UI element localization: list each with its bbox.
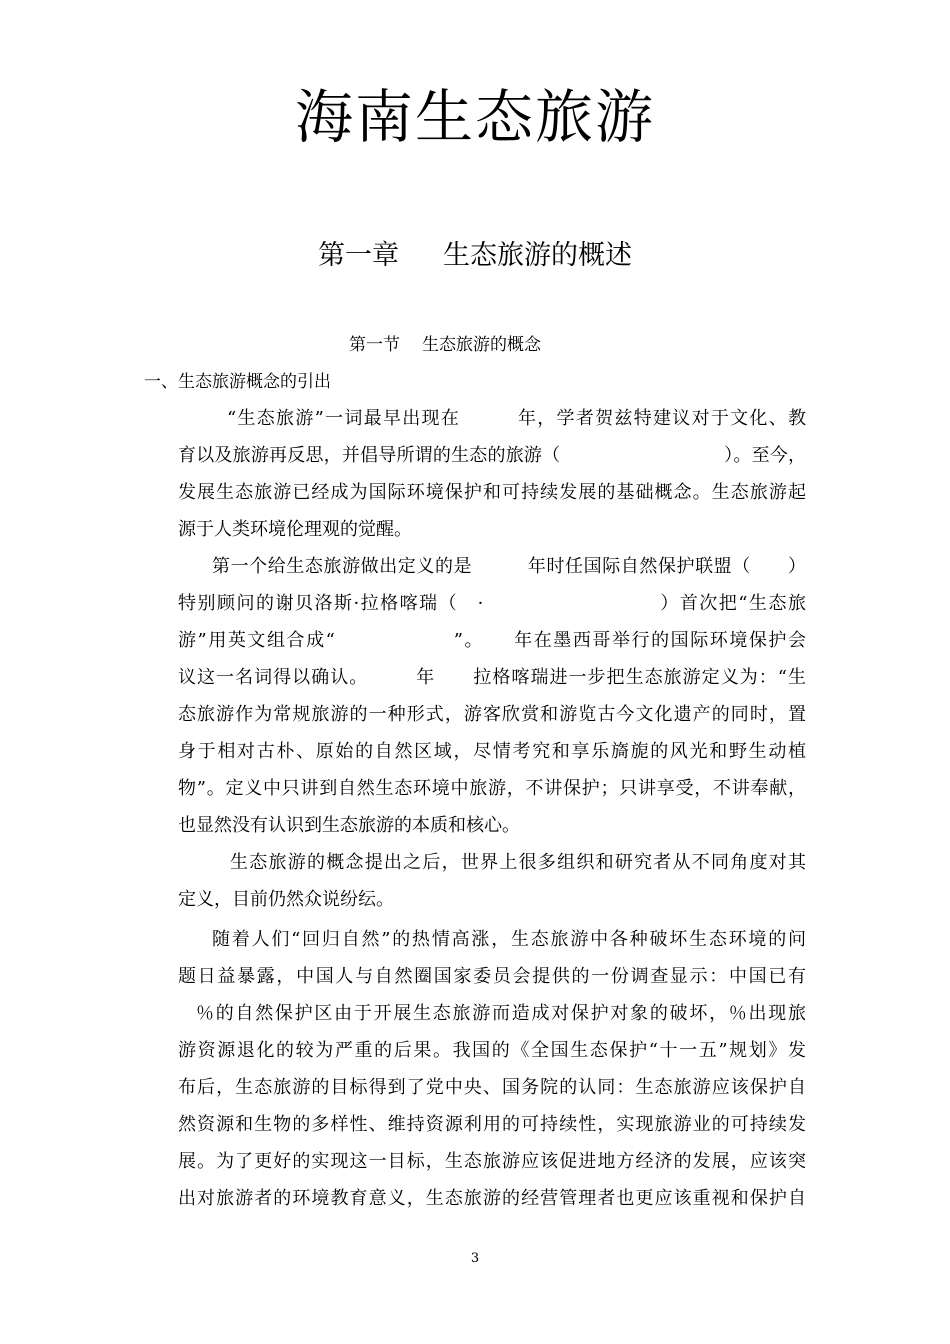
text-line: 然资源和生物的多样性、维持资源利用的可持续性，实现旅游业的可持续发 — [178, 1114, 806, 1135]
text-line: 出对旅游者的环境教育意义，生态旅游的经营管理者也更应该重视和保护自 — [178, 1188, 806, 1209]
chapter-heading — [0, 236, 950, 276]
text-line: 育以及旅游再反思，并倡导所谓的生态的旅游（ ）。至今， — [178, 445, 806, 466]
text-line: 展。为了更好的实现这一目标，生态旅游应该促进地方经济的发展，应该突 — [178, 1151, 806, 1172]
text-line: 布后，生态旅游的目标得到了党中央、国务院的认同：生态旅游应该保护自 — [178, 1077, 806, 1098]
text-line: 游资源退化的较为严重的后果。我国的《全国生态保护“十一五”规划》发 — [178, 1040, 806, 1061]
text-line: 随着人们“回归自然”的热情高涨，生态旅游中各种破坏生态环境的问 — [212, 929, 806, 950]
text-line: 态旅游作为常规旅游的一种形式，游客欣赏和游览古今文化遗产的同时，置 — [178, 704, 806, 725]
text-line: 生态旅游的概念提出之后，世界上很多组织和研究者从不同角度对其 — [230, 852, 806, 873]
text-line: 定义，目前仍然众说纷纭。 — [178, 889, 394, 910]
text-line: 源于人类环境伦理观的觉醒。 — [178, 519, 412, 540]
document-title: 海南生态旅游 — [294, 83, 655, 151]
chapter-number: 第一章 — [318, 240, 399, 271]
text-line: “生态旅游”一词最早出现在 年，学者贺兹特建议对于文化、教 — [227, 408, 806, 429]
section-name: 生态旅游的概念 — [422, 335, 541, 355]
chapter-name: 生态旅游的概述 — [443, 240, 632, 271]
text-line: 身于相对古朴、原始的自然区域，尽情考究和享乐旖旎的风光和野生动植 — [178, 741, 806, 762]
text-line: 特别顾问的谢贝洛斯·拉格喀瑞（ · ）首次把“生态旅 — [178, 593, 806, 614]
text-line: 议这一名词得以确认。 年 拉格喀瑞进一步把生态旅游定义为：“生 — [178, 667, 806, 688]
text-line: 物”。定义中只讲到自然生态环境中旅游，不讲保护；只讲享受，不讲奉献， — [178, 778, 806, 799]
text-line: 第一个给生态旅游做出定义的是 年时任国际自然保护联盟（ ） — [212, 556, 806, 577]
subsection-heading: 一、生态旅游概念的引出 — [144, 372, 331, 392]
section-number: 第一节 — [349, 335, 400, 355]
text-line: 也显然没有认识到生态旅游的本质和核心。 — [178, 815, 520, 836]
page-number: 3 — [470, 1251, 480, 1266]
section-heading — [0, 332, 890, 358]
text-line: 发展生态旅游已经成为国际环境保护和可持续发展的基础概念。生态旅游起 — [178, 482, 806, 503]
text-line: 题日益暴露，中国人与自然圈国家委员会提供的一份调查显示：中国已有 — [178, 966, 806, 987]
text-line: ％的自然保护区由于开展生态旅游而造成对保护对象的破坏，％出现旅 — [196, 1003, 806, 1024]
text-line: 游”用英文组合成“ ”。 年在墨西哥举行的国际环境保护会 — [178, 630, 806, 651]
